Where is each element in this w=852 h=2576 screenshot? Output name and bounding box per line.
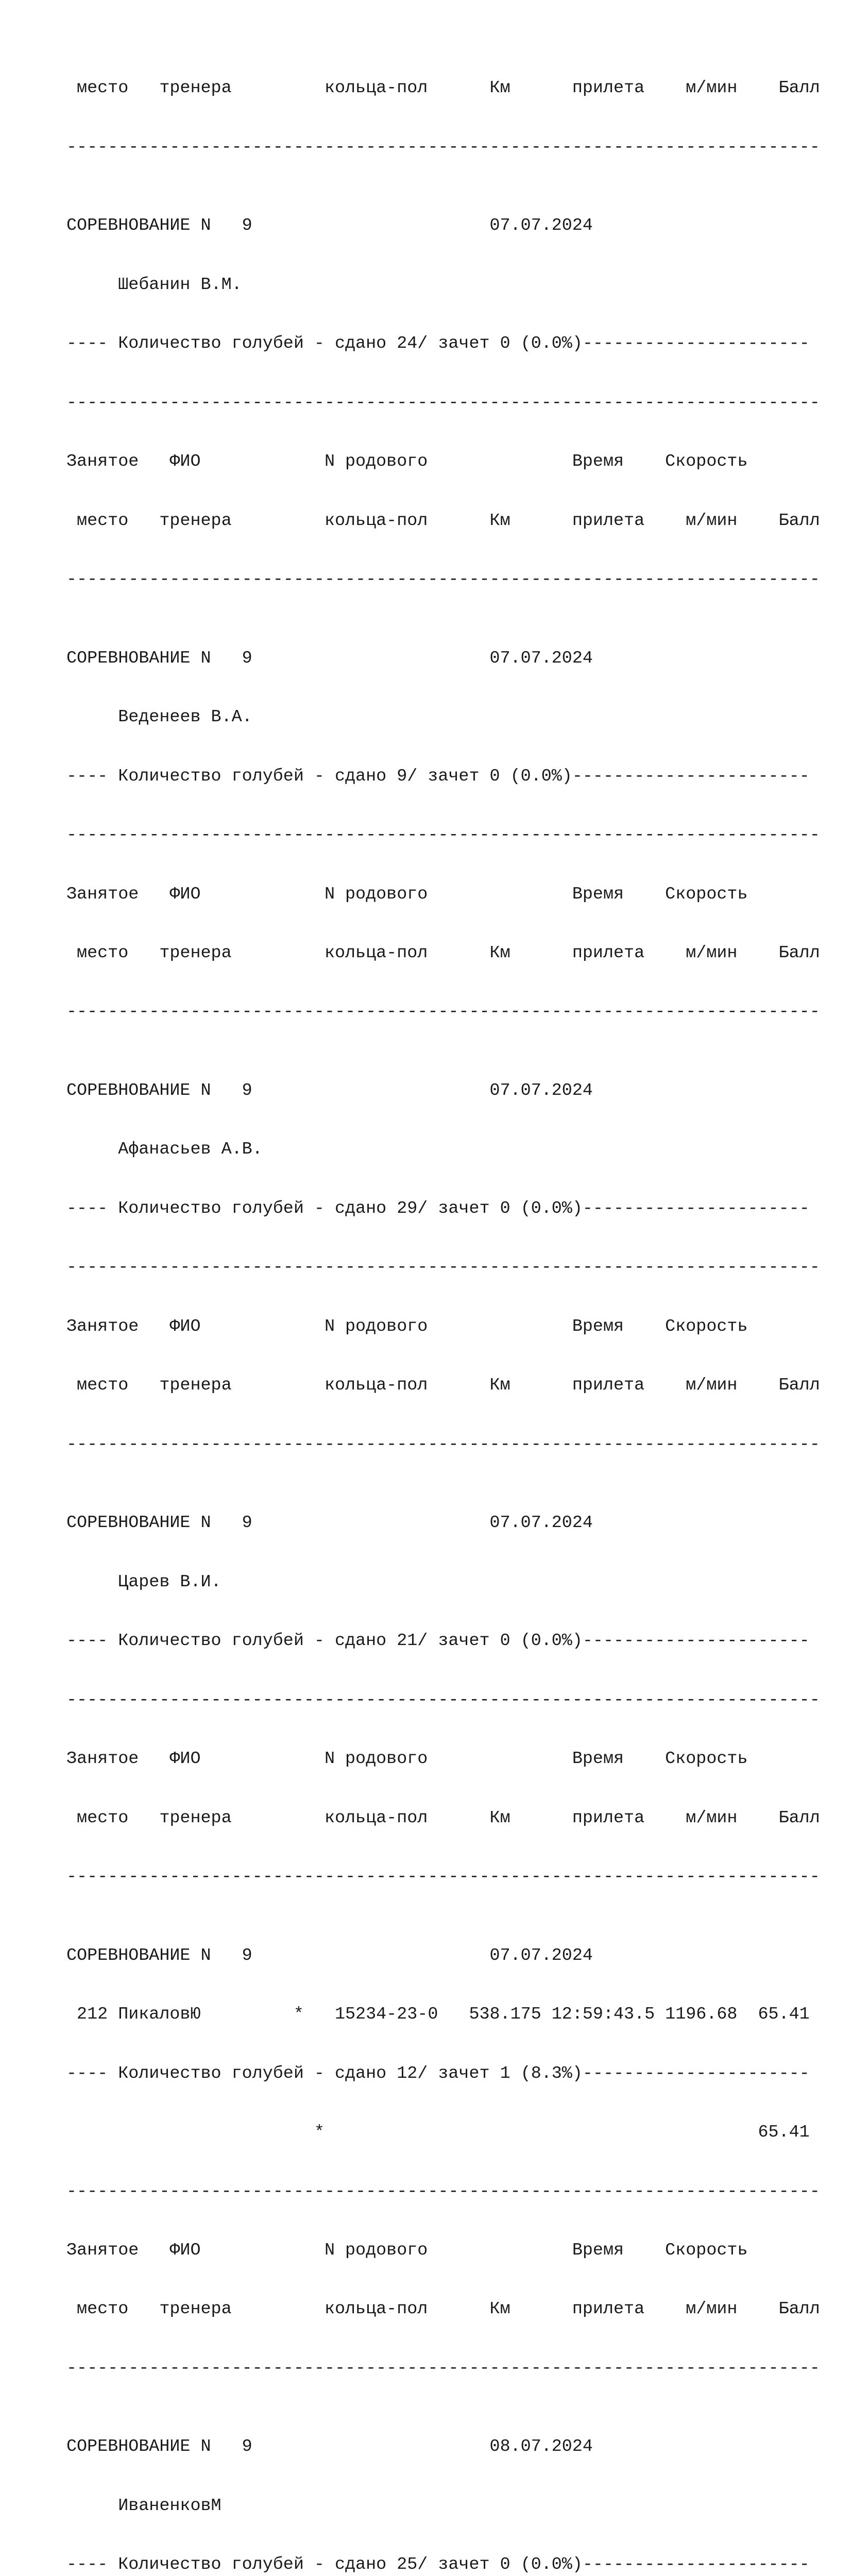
separator-line: -------------------------------------------------------------------------: [66, 825, 820, 845]
separator-line: -------------------------------------------------------------------------: [66, 2358, 820, 2378]
trainer-name: Царев В.И.: [66, 1572, 221, 1592]
separator-line: -------------------------------------------------------------------------: [66, 393, 820, 413]
score-total-row: * 65.41: [66, 2123, 810, 2143]
separator-line: -------------------------------------------------------------------------: [66, 1690, 820, 1710]
competition-title: СОРЕВНОВАНИЕ N 9 07.07.2024: [66, 216, 593, 236]
column-header-bottom: место тренера кольца-пол Км прилета м/мин Балл: [66, 1808, 820, 1828]
separator-line: -------------------------------------------------------------------------: [66, 1434, 820, 1454]
column-header-top: Занятое ФИО N родового Время Скорость: [66, 452, 748, 472]
competition-title: СОРЕВНОВАНИЕ N 9 07.07.2024: [66, 1945, 593, 1965]
separator-line: -------------------------------------------------------------------------: [66, 1867, 820, 1887]
separator-line: -------------------------------------------------------------------------: [66, 137, 820, 157]
competition-title: СОРЕВНОВАНИЕ N 9 07.07.2024: [66, 1081, 593, 1101]
competition-title: СОРЕВНОВАНИЕ N 9 08.07.2024: [66, 2437, 593, 2457]
trainer-name: Афанасьев А.В.: [66, 1140, 263, 1160]
column-header-bottom: место тренера кольца-пол Км прилета м/мин Балл: [66, 78, 820, 98]
column-header-top: Занятое ФИО N родового Время Скорость: [66, 1749, 748, 1769]
separator-line: -------------------------------------------------------------------------: [66, 1258, 820, 1278]
separator-line: -------------------------------------------------------------------------: [66, 1002, 820, 1022]
pigeon-count-summary: ---- Количество голубей - сдано 29/ зачет 0 (0.0%)----------------------: [66, 1198, 810, 1218]
trainer-name: Веденеев В.А.: [66, 707, 252, 727]
column-header-top: Занятое ФИО N родового Время Скорость: [66, 1316, 748, 1336]
pigeon-count-summary: ---- Количество голубей - сдано 21/ зачет 0 (0.0%)----------------------: [66, 1631, 810, 1651]
trainer-name: ИваненковМ: [66, 2496, 221, 2516]
column-header-bottom: место тренера кольца-пол Км прилета м/мин Балл: [66, 943, 820, 963]
pigeon-count-summary: ---- Количество голубей - сдано 9/ зачет 0 (0.0%)-----------------------: [66, 766, 810, 786]
separator-line: -------------------------------------------------------------------------: [66, 570, 820, 590]
pigeon-count-summary: ---- Количество голубей - сдано 25/ зачет 0 (0.0%)----------------------: [66, 2555, 810, 2575]
column-header-top: Занятое ФИО N родового Время Скорость: [66, 2240, 748, 2260]
separator-line: -------------------------------------------------------------------------: [66, 2181, 820, 2201]
pigeon-count-summary: ---- Количество голубей - сдано 12/ зачет 1 (8.3%)----------------------: [66, 2063, 810, 2083]
competition-title: СОРЕВНОВАНИЕ N 9 07.07.2024: [66, 1513, 593, 1533]
column-header-top: Занятое ФИО N родового Время Скорость: [66, 884, 748, 904]
column-header-bottom: место тренера кольца-пол Км прилета м/мин Балл: [66, 2299, 820, 2319]
results-document: [66, 39, 820, 2576]
column-header-bottom: место тренера кольца-пол Км прилета м/мин Балл: [66, 1376, 820, 1396]
column-header-bottom: место тренера кольца-пол Км прилета м/мин Балл: [66, 511, 820, 531]
pigeon-count-summary: ---- Количество голубей - сдано 24/ зачет 0 (0.0%)----------------------: [66, 334, 810, 354]
competition-title: СОРЕВНОВАНИЕ N 9 07.07.2024: [66, 648, 593, 668]
result-row: 212 ПикаловЮ * 15234-23-0 538.175 12:59:43.5 1196.68 65.41: [66, 2005, 810, 2025]
trainer-name: Шебанин В.М.: [66, 275, 242, 295]
